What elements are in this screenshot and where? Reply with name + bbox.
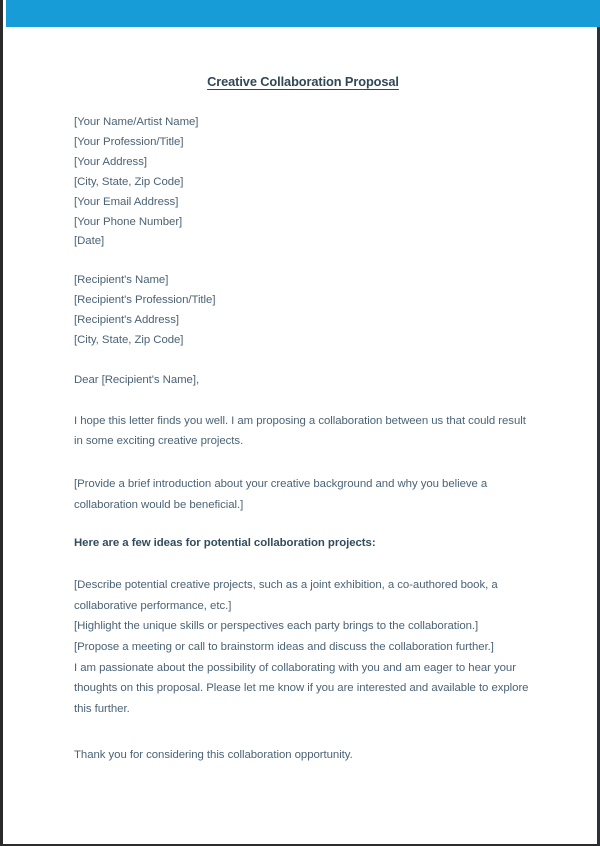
sender-line-name: [Your Name/Artist Name]: [74, 116, 199, 128]
body-paragraph-2: [Provide a brief introduction about your creative background and why you believe a collaboration would be beneficial.]: [74, 478, 488, 511]
body-paragraph-1: I hope this letter finds you well. I am proposing a collaboration between us that could result in some exciting creative projects.: [74, 414, 526, 448]
spacer-before-ideas-list: [74, 554, 529, 575]
page-title-text: Creative Collaboration Proposal: [207, 74, 399, 89]
recipient-line-city-state-zip: [City, State, Zip Code]: [74, 334, 184, 347]
spacer-before-ideas-heading: [74, 515, 529, 534]
idea-item-2: [Highlight the unique skills or perspectives each party brings to the collaboration.]: [74, 620, 479, 633]
recipient-line-profession: [Recipient's Profession/Title]: [74, 294, 216, 307]
recipient-line-name: [Recipient's Name]: [74, 274, 169, 287]
ideas-heading: Here are a few ideas for potential collaboration projects:: [74, 537, 376, 550]
body-paragraph-3: I am passionate about the possibility of collaborating with you and am eager to hear your thoughts on this proposal. Please let me know if you are interested and available to explore this further.: [74, 661, 529, 715]
sender-line-profession: [Your Profession/Title]: [74, 135, 184, 148]
sender-line-date: [Date]: [74, 235, 105, 248]
spacer-before-salutation: [74, 351, 529, 371]
sender-line-email: [Your Email Address]: [74, 195, 179, 208]
sender-line-phone: [Your Phone Number]: [74, 215, 183, 228]
closing-line: Thank you for considering this collaboration opportunity.: [74, 749, 353, 762]
idea-item-3: [Propose a meeting or call to brainstorm ideas and discuss the collaboration further.]: [74, 640, 494, 653]
sender-line-address: [Your Address]: [74, 155, 147, 168]
sender-block: [74, 113, 529, 252]
document-body: [3, 27, 597, 844]
page-title: [3, 74, 600, 89]
spacer-before-recipient: [74, 252, 529, 271]
spacer-before-paragraph-2: [74, 452, 529, 474]
sender-line-city-state-zip: [City, State, Zip Code]: [74, 175, 184, 188]
spacer-before-closing: [74, 719, 529, 745]
salutation: Dear [Recipient's Name],: [74, 373, 200, 386]
spacer-before-paragraph-1: [74, 391, 529, 411]
header-accent-band: [6, 0, 600, 27]
letter-content: [74, 113, 529, 766]
idea-item-1: [Describe potential creative projects, such as a joint exhibition, a co-authored book, a collaborative performance, etc.]: [74, 579, 498, 612]
recipient-block: [74, 271, 529, 351]
recipient-line-address: [Recipient's Address]: [74, 314, 179, 327]
